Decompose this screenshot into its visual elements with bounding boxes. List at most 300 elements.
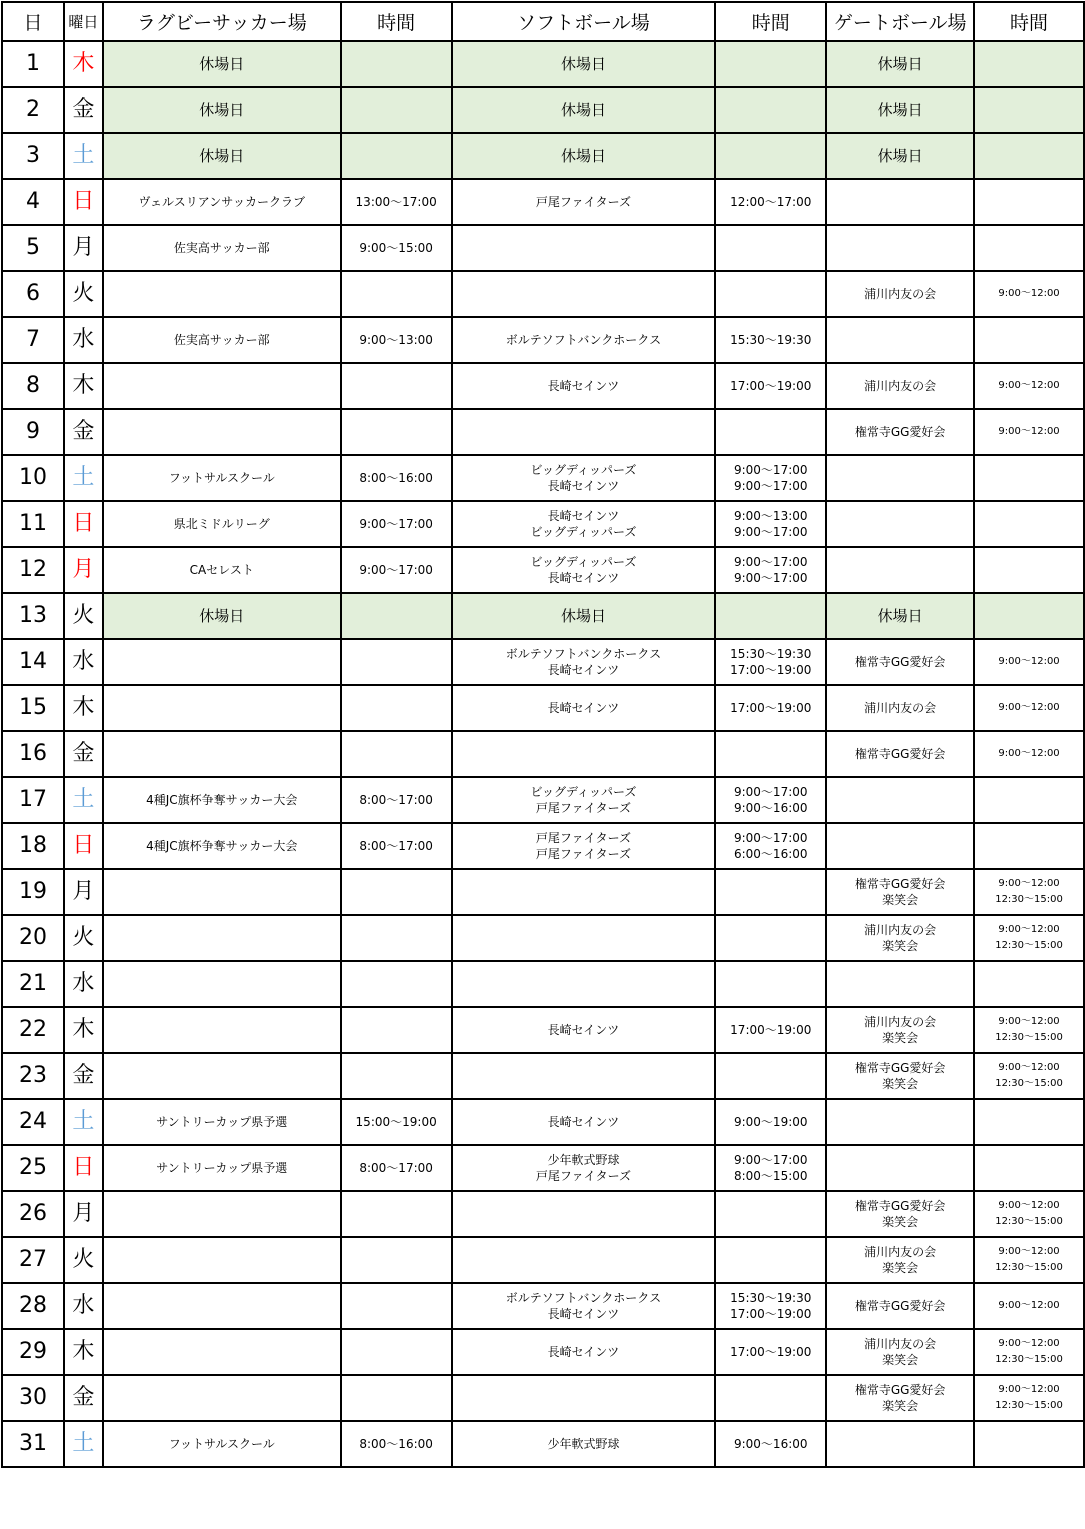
rugby-user-cell-line: 佐実高サッカー部 [173, 333, 270, 347]
gateball-user-cell [826, 593, 974, 639]
table-row [2, 547, 1084, 593]
day-cell: 15 [2, 685, 64, 731]
gateball-time-cell [974, 1191, 1084, 1237]
weekday-cell: 土 [64, 777, 103, 823]
table-row [2, 455, 1084, 501]
table-row [2, 1007, 1084, 1053]
gateball-user-cell-line: 休場日 [877, 55, 923, 73]
weekday-cell: 水 [64, 639, 103, 685]
rugby-user-cell-line: ヴェルスリアンサッカークラブ [138, 195, 305, 209]
softball-time-cell [715, 1145, 826, 1191]
gateball-time-cell-line: 9:00～12:00 [998, 1300, 1060, 1311]
softball-time-cell-line: 9:00～17:00 [733, 463, 808, 477]
gateball-time-cell-line: 9:00～12:00 [998, 924, 1060, 935]
gateball-time-cell [974, 1375, 1084, 1421]
softball-user-cell-line: ビッグディッパーズ [530, 785, 637, 799]
gateball-time-cell-line: 9:00～12:00 [998, 1016, 1060, 1027]
rugby-time-cell-line: 9:00～15:00 [359, 241, 433, 255]
softball-time-cell [715, 1283, 826, 1329]
softball-time-cell [715, 501, 826, 547]
rugby-time-cell [341, 915, 452, 961]
rugby-user-cell [103, 915, 341, 961]
day-cell: 17 [2, 777, 64, 823]
day-cell: 2 [2, 87, 64, 133]
softball-user-cell-line: 休場日 [560, 55, 606, 73]
table-row [2, 823, 1084, 869]
gateball-time-cell-line: 9:00～12:00 [998, 748, 1060, 759]
day-cell: 29 [2, 1329, 64, 1375]
softball-user-cell [452, 87, 716, 133]
gateball-user-cell [826, 869, 974, 915]
gateball-time-cell [974, 1099, 1084, 1145]
softball-user-cell-line: 長崎セインツ [547, 1307, 620, 1321]
gateball-time-cell [974, 225, 1084, 271]
weekday-cell: 水 [64, 317, 103, 363]
softball-user-cell-line: 長崎セインツ [547, 479, 620, 493]
softball-time-cell [715, 271, 826, 317]
rugby-time-cell [341, 823, 452, 869]
softball-user-cell-line: 長崎セインツ [547, 701, 620, 715]
gateball-time-cell-line: 9:00～12:00 [998, 288, 1060, 299]
weekday-cell: 土 [64, 1421, 103, 1467]
softball-user-cell [452, 363, 716, 409]
day-cell: 16 [2, 731, 64, 777]
gateball-user-cell [826, 179, 974, 225]
day-cell: 13 [2, 593, 64, 639]
weekday-cell: 金 [64, 409, 103, 455]
header-softball-time: 時間 [715, 2, 826, 41]
gateball-time-cell [974, 409, 1084, 455]
gateball-user-cell [826, 1283, 974, 1329]
table-row [2, 179, 1084, 225]
softball-user-cell-line: 戸尾ファイターズ [535, 831, 632, 845]
gateball-user-cell-line: 浦川内友の会 [864, 1015, 937, 1029]
softball-time-cell [715, 41, 826, 87]
gateball-time-cell-line: 12:30～15:00 [995, 1216, 1063, 1227]
weekday-cell: 木 [64, 363, 103, 409]
rugby-user-cell [103, 777, 341, 823]
gateball-user-cell-line: 権常寺GG愛好会 [854, 1299, 946, 1313]
table-row [2, 1329, 1084, 1375]
rugby-user-cell [103, 1329, 341, 1375]
gateball-time-cell [974, 1145, 1084, 1191]
day-cell: 28 [2, 1283, 64, 1329]
rugby-time-cell-line: 9:00～17:00 [359, 563, 433, 577]
rugby-time-cell [341, 639, 452, 685]
table-row [2, 685, 1084, 731]
gateball-time-cell [974, 639, 1084, 685]
day-cell: 20 [2, 915, 64, 961]
softball-time-cell [715, 639, 826, 685]
weekday-cell: 金 [64, 1375, 103, 1421]
rugby-time-cell [341, 685, 452, 731]
weekday-cell: 火 [64, 271, 103, 317]
table-row [2, 869, 1084, 915]
rugby-time-cell [341, 1421, 452, 1467]
weekday-cell: 月 [64, 1191, 103, 1237]
gateball-time-cell-line: 12:30～15:00 [995, 940, 1063, 951]
softball-user-cell [452, 1053, 716, 1099]
gateball-user-cell-line: 権常寺GG愛好会 [854, 425, 946, 439]
rugby-user-cell [103, 41, 341, 87]
weekday-cell: 金 [64, 1053, 103, 1099]
rugby-time-cell [341, 777, 452, 823]
day-cell: 26 [2, 1191, 64, 1237]
gateball-time-cell-line: 9:00～12:00 [998, 1062, 1060, 1073]
gateball-time-cell [974, 869, 1084, 915]
table-row [2, 1375, 1084, 1421]
softball-time-cell [715, 1099, 826, 1145]
table-row [2, 915, 1084, 961]
rugby-user-cell-line: サントリーカップ県予選 [156, 1115, 288, 1129]
header-gateball-time: 時間 [974, 2, 1084, 41]
day-cell: 24 [2, 1099, 64, 1145]
gateball-user-cell-line: 浦川内友の会 [864, 287, 937, 301]
rugby-user-cell [103, 179, 341, 225]
gateball-time-cell-line: 9:00～12:00 [998, 426, 1060, 437]
rugby-user-cell [103, 225, 341, 271]
softball-time-cell-line: 12:00～17:00 [730, 195, 812, 209]
weekday-cell: 水 [64, 961, 103, 1007]
softball-user-cell-line: 長崎セインツ [547, 1345, 620, 1359]
rugby-time-cell-line: 8:00～16:00 [359, 471, 433, 485]
softball-time-cell-line: 17:00～19:00 [730, 663, 812, 677]
softball-time-cell [715, 363, 826, 409]
rugby-user-cell-line: CAセレスト [189, 563, 254, 577]
softball-user-cell [452, 225, 716, 271]
rugby-user-cell [103, 1375, 341, 1421]
header-rugby-time: 時間 [341, 2, 452, 41]
weekday-cell: 月 [64, 225, 103, 271]
day-cell: 12 [2, 547, 64, 593]
softball-time-cell [715, 409, 826, 455]
softball-user-cell-line: 長崎セインツ [547, 571, 620, 585]
softball-time-cell [715, 547, 826, 593]
softball-time-cell [715, 1053, 826, 1099]
rugby-time-cell [341, 1007, 452, 1053]
gateball-user-cell [826, 1191, 974, 1237]
softball-user-cell [452, 915, 716, 961]
rugby-user-cell [103, 455, 341, 501]
rugby-user-cell [103, 409, 341, 455]
gateball-user-cell-line: 権常寺GG愛好会 [854, 655, 946, 669]
gateball-user-cell-line: 休場日 [877, 607, 923, 625]
softball-user-cell [452, 271, 716, 317]
gateball-user-cell-line: 浦川内友の会 [864, 1245, 937, 1259]
softball-time-cell-line: 17:00～19:00 [730, 1345, 812, 1359]
day-cell: 18 [2, 823, 64, 869]
softball-time-cell [715, 869, 826, 915]
rugby-user-cell [103, 1053, 341, 1099]
weekday-cell: 月 [64, 547, 103, 593]
rugby-user-cell-line: フットサルスクール [168, 1437, 275, 1451]
gateball-time-cell [974, 271, 1084, 317]
gateball-user-cell [826, 731, 974, 777]
gateball-user-cell-line: 楽笑会 [882, 1215, 919, 1229]
softball-time-cell [715, 1237, 826, 1283]
weekday-cell: 火 [64, 1237, 103, 1283]
table-row [2, 1099, 1084, 1145]
gateball-time-cell [974, 317, 1084, 363]
gateball-user-cell [826, 271, 974, 317]
softball-user-cell-line: 戸尾ファイターズ [535, 1169, 632, 1183]
softball-user-cell [452, 409, 716, 455]
gateball-user-cell [826, 133, 974, 179]
day-cell: 5 [2, 225, 64, 271]
rugby-time-cell-line: 9:00～17:00 [359, 517, 433, 531]
softball-time-cell-line: 9:00～16:00 [733, 1437, 808, 1451]
gateball-time-cell [974, 1007, 1084, 1053]
softball-user-cell-line: 長崎セインツ [547, 509, 620, 523]
table-row [2, 731, 1084, 777]
softball-time-cell-line: 9:00～13:00 [733, 509, 808, 523]
rugby-user-cell-line: フットサルスクール [168, 471, 275, 485]
softball-user-cell [452, 1375, 716, 1421]
gateball-time-cell [974, 363, 1084, 409]
day-cell: 30 [2, 1375, 64, 1421]
table-row [2, 133, 1084, 179]
softball-time-cell [715, 1191, 826, 1237]
softball-time-cell [715, 455, 826, 501]
day-cell: 23 [2, 1053, 64, 1099]
rugby-time-cell [341, 1283, 452, 1329]
softball-time-cell [715, 1421, 826, 1467]
rugby-time-cell [341, 547, 452, 593]
softball-time-cell-line: 15:30～19:30 [730, 1291, 812, 1305]
gateball-time-cell-line: 9:00～12:00 [998, 878, 1060, 889]
gateball-user-cell [826, 317, 974, 363]
gateball-time-cell [974, 455, 1084, 501]
softball-time-cell-line: 17:00～19:00 [730, 701, 812, 715]
rugby-time-cell [341, 1329, 452, 1375]
rugby-user-cell [103, 133, 341, 179]
table-row [2, 1145, 1084, 1191]
rugby-time-cell [341, 1375, 452, 1421]
gateball-time-cell-line: 9:00～12:00 [998, 656, 1060, 667]
gateball-time-cell [974, 823, 1084, 869]
day-cell: 14 [2, 639, 64, 685]
table-row [2, 87, 1084, 133]
rugby-user-cell [103, 731, 341, 777]
softball-time-cell [715, 133, 826, 179]
gateball-time-cell [974, 41, 1084, 87]
day-cell: 4 [2, 179, 64, 225]
gateball-user-cell-line: 権常寺GG愛好会 [854, 1061, 946, 1075]
rugby-user-cell [103, 1421, 341, 1467]
gateball-user-cell-line: 浦川内友の会 [864, 923, 937, 937]
gateball-time-cell-line: 9:00～12:00 [998, 1246, 1060, 1257]
table-row [2, 409, 1084, 455]
softball-user-cell [452, 1191, 716, 1237]
weekday-cell: 土 [64, 1099, 103, 1145]
gateball-user-cell [826, 915, 974, 961]
softball-time-cell-line: 9:00～17:00 [733, 479, 808, 493]
gateball-user-cell [826, 547, 974, 593]
table-row [2, 593, 1084, 639]
softball-time-cell-line: 17:00～19:00 [730, 379, 812, 393]
rugby-time-cell [341, 317, 452, 363]
weekday-cell: 木 [64, 685, 103, 731]
weekday-cell: 土 [64, 133, 103, 179]
softball-user-cell-line: 長崎セインツ [547, 1115, 620, 1129]
softball-user-cell-line: ビッグディッパーズ [530, 555, 637, 569]
rugby-user-cell [103, 961, 341, 1007]
softball-time-cell [715, 87, 826, 133]
rugby-user-cell [103, 1099, 341, 1145]
gateball-time-cell [974, 1421, 1084, 1467]
rugby-user-cell [103, 1237, 341, 1283]
rugby-time-cell-line: 8:00～16:00 [359, 1437, 433, 1451]
table-row [2, 317, 1084, 363]
gateball-user-cell-line: 権常寺GG愛好会 [854, 1383, 946, 1397]
softball-user-cell-line: ビッグディッパーズ [530, 525, 637, 539]
rugby-time-cell [341, 1099, 452, 1145]
weekday-cell: 金 [64, 731, 103, 777]
gateball-time-cell [974, 501, 1084, 547]
softball-user-cell-line: 戸尾ファイターズ [535, 195, 632, 209]
table-row [2, 225, 1084, 271]
header-softball-field: ソフトボール場 [452, 2, 716, 41]
weekday-cell: 火 [64, 915, 103, 961]
softball-time-cell-line: 8:00～15:00 [733, 1169, 808, 1183]
softball-user-cell-line: 休場日 [560, 147, 606, 165]
gateball-user-cell [826, 87, 974, 133]
gateball-time-cell [974, 1053, 1084, 1099]
table-row [2, 1237, 1084, 1283]
softball-user-cell-line: 長崎セインツ [547, 1023, 620, 1037]
gateball-user-cell [826, 1099, 974, 1145]
softball-user-cell [452, 1099, 716, 1145]
rugby-time-cell [341, 41, 452, 87]
gateball-user-cell [826, 501, 974, 547]
rugby-time-cell [341, 501, 452, 547]
softball-user-cell [452, 317, 716, 363]
softball-time-cell [715, 961, 826, 1007]
weekday-cell: 金 [64, 87, 103, 133]
softball-time-cell-line: 9:00～17:00 [733, 525, 808, 539]
gateball-time-cell-line: 9:00～12:00 [998, 702, 1060, 713]
table-row [2, 501, 1084, 547]
rugby-time-cell [341, 363, 452, 409]
rugby-user-cell-line: 佐実高サッカー部 [173, 241, 270, 255]
rugby-user-cell [103, 87, 341, 133]
schedule-body [2, 41, 1084, 1467]
softball-time-cell-line: 9:00～16:00 [733, 801, 808, 815]
softball-user-cell-line: 休場日 [560, 607, 606, 625]
rugby-time-cell-line: 13:00～17:00 [355, 195, 437, 209]
gateball-user-cell [826, 961, 974, 1007]
day-cell: 22 [2, 1007, 64, 1053]
softball-time-cell [715, 685, 826, 731]
rugby-time-cell [341, 731, 452, 777]
softball-time-cell [715, 1375, 826, 1421]
rugby-user-cell-line: 4種JC旗杯争奪サッカー大会 [146, 839, 298, 853]
rugby-time-cell-line: 15:00～19:00 [355, 1115, 437, 1129]
rugby-time-cell [341, 133, 452, 179]
gateball-time-cell [974, 731, 1084, 777]
softball-user-cell-line: 長崎セインツ [547, 379, 620, 393]
softball-user-cell [452, 1283, 716, 1329]
rugby-time-cell [341, 409, 452, 455]
gateball-user-cell [826, 639, 974, 685]
gateball-user-cell [826, 1007, 974, 1053]
rugby-time-cell [341, 225, 452, 271]
rugby-user-cell [103, 1007, 341, 1053]
softball-time-cell [715, 1329, 826, 1375]
softball-time-cell-line: 15:30～19:30 [730, 647, 812, 661]
softball-user-cell [452, 869, 716, 915]
table-row [2, 1283, 1084, 1329]
softball-time-cell [715, 179, 826, 225]
gateball-user-cell [826, 777, 974, 823]
gateball-user-cell [826, 1375, 974, 1421]
softball-time-cell [715, 777, 826, 823]
gateball-user-cell-line: 権常寺GG愛好会 [854, 747, 946, 761]
header-row [2, 2, 1084, 41]
rugby-time-cell [341, 593, 452, 639]
gateball-user-cell [826, 225, 974, 271]
rugby-time-cell [341, 455, 452, 501]
softball-user-cell-line: 少年軟式野球 [547, 1153, 620, 1167]
gateball-user-cell-line: 権常寺GG愛好会 [854, 877, 946, 891]
softball-user-cell [452, 455, 716, 501]
gateball-time-cell [974, 685, 1084, 731]
softball-user-cell [452, 133, 716, 179]
gateball-time-cell-line: 9:00～12:00 [998, 380, 1060, 391]
weekday-cell: 日 [64, 501, 103, 547]
softball-user-cell-line: 長崎セインツ [547, 663, 620, 677]
rugby-time-cell [341, 869, 452, 915]
softball-user-cell-line: ビッグディッパーズ [530, 463, 637, 477]
rugby-user-cell [103, 1191, 341, 1237]
gateball-time-cell [974, 1237, 1084, 1283]
table-row [2, 1053, 1084, 1099]
day-cell: 1 [2, 41, 64, 87]
gateball-time-cell-line: 12:30～15:00 [995, 1262, 1063, 1273]
weekday-cell: 日 [64, 179, 103, 225]
gateball-time-cell-line: 12:30～15:00 [995, 1400, 1063, 1411]
gateball-time-cell [974, 777, 1084, 823]
day-cell: 6 [2, 271, 64, 317]
day-cell: 7 [2, 317, 64, 363]
rugby-time-cell [341, 87, 452, 133]
softball-time-cell-line: 17:00～19:00 [730, 1307, 812, 1321]
softball-user-cell [452, 685, 716, 731]
softball-user-cell [452, 639, 716, 685]
softball-time-cell [715, 225, 826, 271]
gateball-time-cell [974, 133, 1084, 179]
header-gateball-field: ゲートボール場 [826, 2, 974, 41]
softball-user-cell [452, 547, 716, 593]
rugby-user-cell [103, 869, 341, 915]
rugby-user-cell [103, 271, 341, 317]
gateball-time-cell [974, 593, 1084, 639]
rugby-user-cell [103, 823, 341, 869]
weekday-cell: 火 [64, 593, 103, 639]
gateball-user-cell [826, 1145, 974, 1191]
gateball-user-cell [826, 1421, 974, 1467]
weekday-cell: 水 [64, 1283, 103, 1329]
weekday-cell: 木 [64, 1007, 103, 1053]
weekday-cell: 土 [64, 455, 103, 501]
table-row [2, 639, 1084, 685]
rugby-user-cell-line: サントリーカップ県予選 [156, 1161, 288, 1175]
table-row [2, 961, 1084, 1007]
gateball-user-cell [826, 41, 974, 87]
softball-user-cell [452, 777, 716, 823]
weekday-cell: 月 [64, 869, 103, 915]
gateball-time-cell [974, 179, 1084, 225]
